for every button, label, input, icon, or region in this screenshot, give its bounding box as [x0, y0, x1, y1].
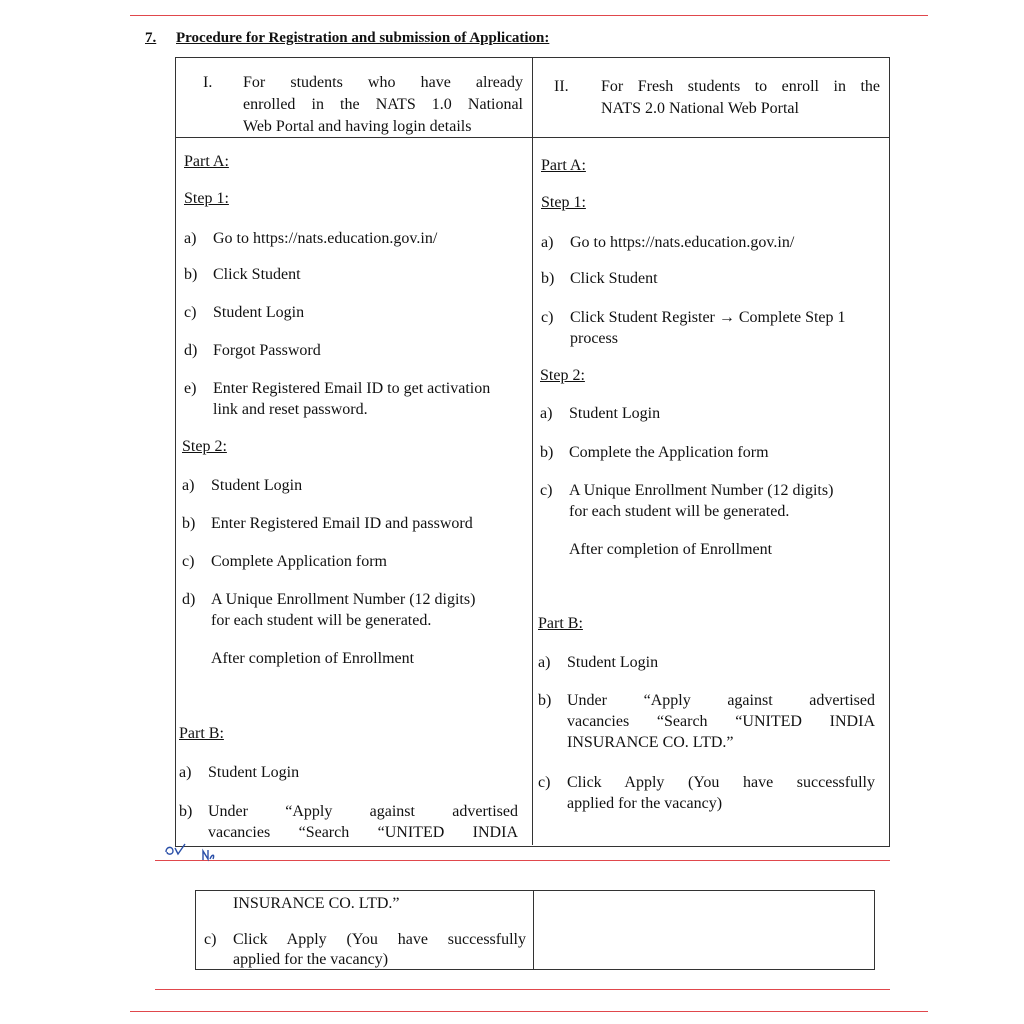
col1-s2-c-text: Complete Application form — [211, 553, 387, 570]
col1-s2-b-text: Enter Registered Email ID and password — [211, 515, 473, 532]
col1-header-line3: Web Portal and having login details — [243, 118, 472, 135]
col2-s2-b-marker: b) — [540, 444, 554, 461]
page-break-rule — [155, 860, 890, 861]
section-number: 7. — [145, 30, 157, 46]
continuation-divider — [533, 890, 534, 969]
col2-pb-b-marker: b) — [538, 692, 552, 709]
col2-s2-a-marker: a) — [540, 405, 553, 422]
col2-s1-c-marker: c) — [541, 309, 554, 326]
col2-pb-b-text3: INSURANCE CO. LTD.” — [567, 734, 734, 751]
col2-pb-a-text: Student Login — [567, 654, 659, 671]
col1-step2: Step 2: — [182, 438, 227, 455]
col2-s2-c-text2: for each student will be generated. — [569, 503, 790, 520]
col1-pb-a-marker: a) — [179, 764, 192, 781]
col1-part-a: Part A: — [184, 153, 229, 170]
section-title: Procedure for Registration and submission of Application: — [176, 30, 550, 46]
col2-s2-b-text: Complete the Application form — [569, 444, 769, 461]
col2-pb-b-text: Under “Apply against advertised — [567, 692, 875, 709]
col2-roman: II. — [554, 78, 569, 95]
col1-s2-d-marker: d) — [182, 591, 196, 608]
col1-s1-e-text: Enter Registered Email ID to get activation — [213, 380, 491, 397]
col1-s2-d-text2: for each student will be generated. — [211, 612, 432, 629]
col1-pb-b-text2: vacancies “Search “UNITED INDIA — [208, 824, 518, 841]
col1-after-enrollment: After completion of Enrollment — [211, 650, 415, 667]
section-heading — [145, 30, 549, 47]
col1-s1-c-marker: c) — [184, 304, 197, 321]
cont-c-text: Click Apply (You have successfully — [233, 931, 526, 948]
col1-s1-a-text: Go to https://nats.education.gov.in/ — [213, 230, 438, 247]
col1-part-b: Part B: — [179, 725, 224, 742]
col2-pb-c-text: Click Apply (You have successfully — [567, 774, 875, 791]
handwritten-initials — [163, 840, 223, 862]
col1-header-line1: For students who have already — [243, 74, 523, 91]
top-rule — [130, 15, 928, 16]
col2-step1: Step 1: — [541, 194, 586, 211]
col1-s1-e-text2: link and reset password. — [213, 401, 368, 418]
column-divider — [532, 57, 533, 845]
col1-pb-b-marker: b) — [179, 803, 193, 820]
col1-s1-b-marker: b) — [184, 266, 198, 283]
col2-pb-c-marker: c) — [538, 774, 551, 791]
col1-s1-e-marker: e) — [184, 380, 197, 397]
col1-s1-b-text: Click Student — [213, 266, 301, 283]
col2-part-a: Part A: — [541, 157, 586, 174]
bottom-rule-2 — [130, 1011, 928, 1012]
col1-header-line2: enrolled in the NATS 1.0 National — [243, 96, 523, 113]
col2-after-enrollment: After completion of Enrollment — [569, 541, 773, 558]
col2-header-line2: NATS 2.0 National Web Portal — [601, 100, 799, 117]
col1-step1: Step 1: — [184, 190, 229, 207]
col1-s2-a-marker: a) — [182, 477, 195, 494]
col1-s2-a-text: Student Login — [211, 477, 303, 494]
col2-part-b: Part B: — [538, 615, 583, 632]
cont-c-text2: applied for the vacancy) — [233, 951, 389, 968]
col2-step2: Step 2: — [540, 367, 585, 384]
col2-pb-c-text2: applied for the vacancy) — [567, 795, 723, 812]
col2-s1-a-text: Go to https://nats.education.gov.in/ — [570, 234, 795, 251]
col1-s1-d-marker: d) — [184, 342, 198, 359]
col1-pb-b-text: Under “Apply against advertised — [208, 803, 518, 820]
col2-s2-a-text: Student Login — [569, 405, 661, 422]
cont-c-marker: c) — [204, 931, 217, 948]
col2-s1-a-marker: a) — [541, 234, 554, 251]
col1-s2-b-marker: b) — [182, 515, 196, 532]
col2-s1-c-text2: process — [570, 330, 618, 347]
col1-roman: I. — [203, 74, 213, 91]
col1-pb-a-text: Student Login — [208, 764, 300, 781]
cont-insurance-line: INSURANCE CO. LTD.” — [233, 895, 400, 912]
col2-pb-b-text2: vacancies “Search “UNITED INDIA — [567, 713, 875, 730]
bottom-rule-1 — [155, 989, 890, 990]
col2-s2-c-marker: c) — [540, 482, 553, 499]
col1-s1-a-marker: a) — [184, 230, 197, 247]
col1-s2-c-marker: c) — [182, 553, 195, 570]
header-divider — [175, 137, 889, 138]
col2-s1-b-marker: b) — [541, 270, 555, 287]
col2-s2-c-text: A Unique Enrollment Number (12 digits) — [569, 482, 834, 499]
col1-s1-c-text: Student Login — [213, 304, 305, 321]
col1-s1-d-text: Forgot Password — [213, 342, 321, 359]
col2-pb-a-marker: a) — [538, 654, 551, 671]
col2-s1-c-text: Click Student Register → Complete Step 1 — [570, 309, 846, 326]
col2-header-line1: For Fresh students to enroll in the — [601, 78, 880, 95]
col2-s1-b-text: Click Student — [570, 270, 658, 287]
col1-s2-d-text: A Unique Enrollment Number (12 digits) — [211, 591, 476, 608]
